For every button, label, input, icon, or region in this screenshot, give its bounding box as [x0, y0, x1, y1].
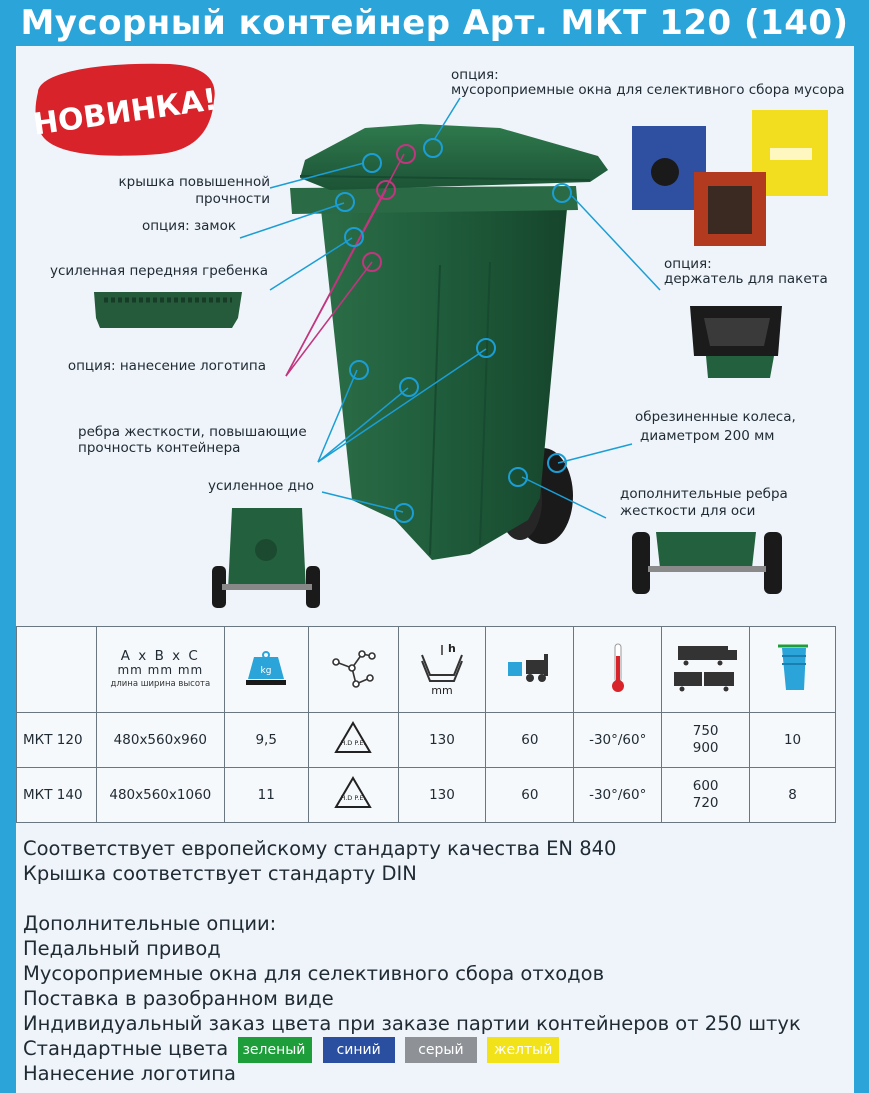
header-cell-empty [17, 627, 97, 713]
header-cell-temp [574, 627, 662, 713]
color-chip-blue: синий [323, 1037, 395, 1063]
cell-load: 60 [486, 713, 574, 768]
ribs-label-2: прочность контейнера [78, 440, 241, 456]
front-comb-thumbnail [94, 292, 242, 328]
reinforced-bottom-thumbnail [212, 508, 320, 608]
header-cell-height [398, 627, 486, 713]
header-cell-dims [96, 627, 224, 713]
forklift-icon [506, 652, 554, 684]
cell-material [308, 713, 398, 768]
new-badge-text: НОВИНКА! [30, 82, 220, 143]
header-cell-load [486, 627, 574, 713]
color-chip-yellow: желтый [487, 1037, 559, 1063]
truck-icon [672, 642, 740, 694]
cell-load: 60 [486, 768, 574, 823]
truck-value-b: 900 [692, 740, 719, 756]
axle-ribs-thumbnail [632, 532, 782, 594]
spec-table [16, 626, 836, 823]
cell-truck [662, 768, 750, 823]
color-chip-green: зеленый [238, 1037, 312, 1063]
cell-truck [662, 713, 750, 768]
new-badge [31, 64, 219, 156]
option-custom-color: Индивидуальный заказ цвета при заказе партии контейнеров от 250 штук [23, 1012, 801, 1035]
bin-main [290, 124, 608, 560]
cell-dims: 480x560x960 [96, 713, 224, 768]
axle-ribs-label-2: жесткости для оси [620, 503, 756, 519]
cell-material [308, 768, 398, 823]
molecule-icon [330, 646, 376, 690]
cell-dims: 480x560x1060 [96, 768, 224, 823]
dims-header-sub: длина ширина высота [110, 678, 211, 689]
table-row [17, 713, 836, 768]
cell-weight: 9,5 [224, 713, 308, 768]
truck-value-b: 720 [692, 795, 719, 811]
selective-windows-thumbnail [632, 110, 828, 246]
logo-label: опция: нанесение логотипа [67, 358, 266, 374]
cell-stack: 8 [750, 768, 836, 823]
recycle-code: H.D P.E. [340, 739, 366, 747]
table-header-row [17, 627, 836, 713]
header-cell-truck [662, 627, 750, 713]
recycle-icon [333, 720, 373, 756]
cell-height: 130 [398, 768, 486, 823]
cell-weight: 11 [224, 768, 308, 823]
thermometer-icon [607, 642, 629, 694]
options-title: Дополнительные опции: [23, 912, 277, 935]
dims-header-abc: A x B x C [120, 647, 200, 664]
bottom-label: усиленное дно [208, 478, 315, 494]
table-row [17, 768, 836, 823]
option-disassembled: Поставка в разобранном виде [23, 987, 334, 1010]
weight-icon [244, 649, 288, 687]
ribs-label-1: ребра жесткости, повышающие [78, 424, 307, 440]
stacked-bins-icon [776, 642, 810, 694]
wheels-label-1: обрезиненные колеса, [635, 409, 796, 425]
standard-din-text: Крышка соответствует стандарту DIN [23, 862, 417, 885]
header-cell-stack [750, 627, 836, 713]
option-pedal: Педальный привод [23, 937, 221, 960]
cell-height: 130 [398, 713, 486, 768]
color-chip-grey: серый [405, 1037, 477, 1063]
height-icon-mm: mm [431, 683, 453, 695]
recycle-code: H.D P.E. [340, 794, 366, 802]
cell-temp: -30°/60° [574, 713, 662, 768]
lid-label: крышка повышенной прочности [118, 174, 270, 207]
truck-value-a: 750 [692, 723, 719, 739]
weight-icon-label: kg [260, 665, 272, 676]
bag-holder-thumbnail [690, 306, 782, 378]
truck-value-a: 600 [692, 778, 719, 794]
dims-header-mm: mm mm mm [117, 662, 204, 677]
lock-label: опция: замок [141, 218, 236, 234]
cell-name: МКТ 140 [17, 768, 97, 823]
standard-colors-row [23, 1036, 559, 1063]
windows-text-label: мусороприемные окна для селективного сбора мусора [451, 82, 845, 98]
stack-height-icon [418, 641, 466, 695]
page-title: Мусорный контейнер Арт. МКТ 120 (140) [20, 3, 849, 43]
standard-colors-label: Стандартные цвета [23, 1037, 229, 1060]
holder-option-label: опция: [664, 256, 712, 272]
cell-temp: -30°/60° [574, 768, 662, 823]
holder-text-label: держатель для пакета [664, 271, 828, 287]
axle-ribs-label-1: дополнительные ребра [620, 486, 788, 502]
height-icon-h: h [447, 641, 456, 655]
header-cell-molecule [308, 627, 398, 713]
recycle-icon [333, 775, 373, 811]
option-logo: Нанесение логотипа [23, 1062, 236, 1085]
comb-label: усиленная передняя гребенка [49, 263, 268, 279]
header-cell-weight [224, 627, 308, 713]
option-windows: Мусороприемные окна для селективного сбора отходов [23, 962, 605, 985]
wheels-label-2: диаметром 200 мм [640, 428, 775, 444]
cell-stack: 10 [750, 713, 836, 768]
cell-name: МКТ 120 [17, 713, 97, 768]
standard-en840-text: Соответствует европейскому стандарту качества EN 840 [23, 837, 617, 860]
windows-option-label: опция: [451, 67, 499, 83]
